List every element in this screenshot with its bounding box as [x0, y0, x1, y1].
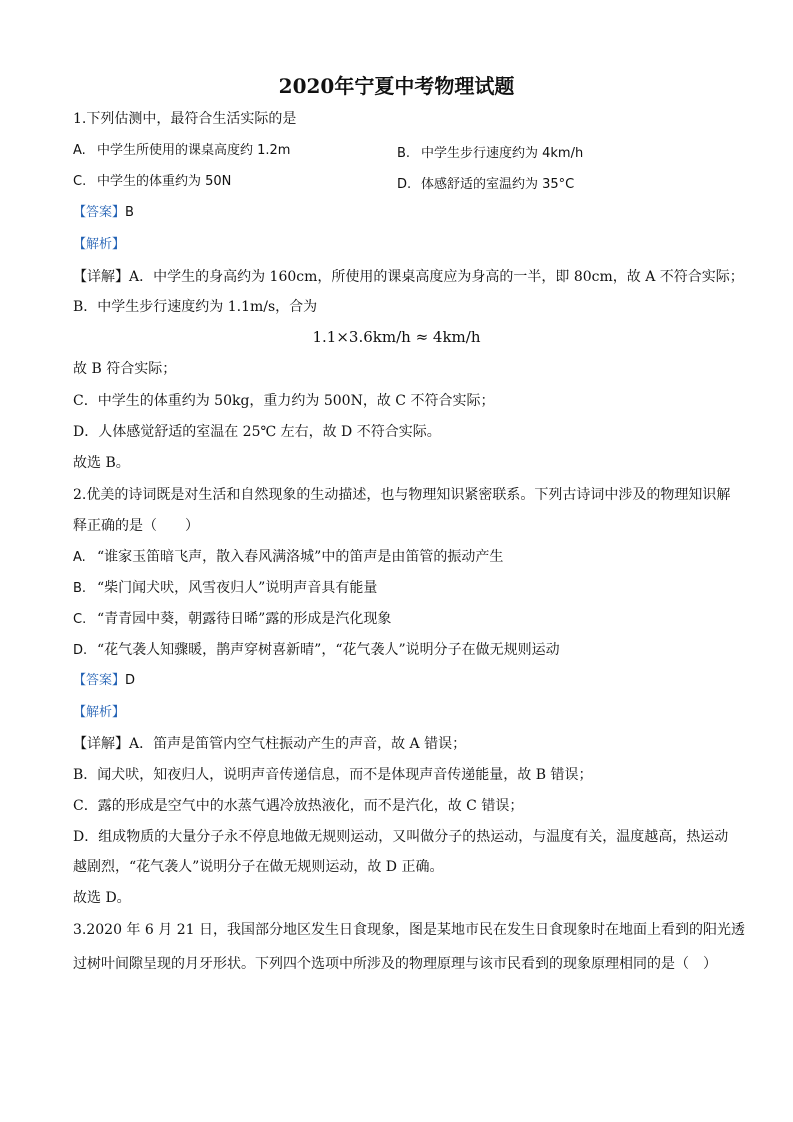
answer-value: B — [125, 205, 134, 220]
q1-analysis-tag: 【解析】 — [73, 237, 126, 252]
q1-option-c — [73, 173, 231, 191]
q2-detail-line-3: C．露的形成是空气中的水蒸气遇冷放热液化，而不是汽化，故 C 错误； — [73, 798, 524, 814]
q1-option-a — [73, 142, 290, 160]
detail-tag: 【详解】 — [73, 736, 129, 752]
q1-option-d — [397, 173, 574, 192]
q2-answer — [73, 672, 135, 690]
option-letter: A. — [73, 143, 86, 158]
q2-stem-line-2: 释正确的是（ ） — [73, 518, 199, 534]
q2-analysis-tag: 【解析】 — [73, 705, 126, 720]
detail-text: A．笛声是笛管内空气柱振动产生的声音，故 A 错误； — [129, 736, 467, 752]
option-letter: B. — [397, 146, 411, 161]
option-text: 体感舒适的室温约为 35°C — [421, 177, 575, 192]
q1-detail-line-1 — [73, 268, 744, 286]
q3-stem-line-1: 3.2020 年 6 月 21 日，我国部分地区发生日食现象，图是某地市民在发生日食现象时在地面上看到的阳光透 — [73, 922, 745, 938]
q2-stem-line-1: 2.优美的诗词既是对生活和自然现象的生动描述，也与物理知识紧密联系。下列古诗词中涉及的物理知识解 — [73, 487, 731, 503]
answer-tag: 【答案】 — [73, 205, 126, 220]
detail-tag: 【详解】 — [73, 269, 129, 285]
option-letter: D. — [73, 643, 88, 658]
q2-option-b — [73, 579, 377, 598]
q1-detail-line-6: 故选 B。 — [73, 455, 130, 471]
option-letter: C. — [73, 612, 87, 627]
q1-stem: 1.下列估测中，最符合生活实际的是 — [73, 111, 297, 127]
option-letter: A. — [73, 550, 86, 565]
detail-text: A．中学生的身高约为 160cm，所使用的课桌高度应为身高的一半，即 80cm，故 A 不符合实际； — [129, 269, 744, 285]
option-text: 中学生所使用的课桌高度约 1.2m — [97, 143, 291, 158]
q1-answer — [73, 204, 134, 222]
q1-formula: 1.1×3.6km/h ≈ 4km/h — [312, 328, 481, 346]
q1-detail-line-2: B．中学生步行速度约为 1.1m/s，合为 — [73, 299, 318, 315]
q2-option-d — [73, 641, 560, 660]
option-text: “谁家玉笛暗飞声，散入春风满洛城”中的笛声是由笛管的振动产生 — [97, 549, 504, 565]
option-text: “柴门闻犬吠，风雪夜归人”说明声音具有能量 — [97, 580, 378, 596]
q1-option-b — [397, 142, 583, 161]
q1-detail-line-4: C．中学生的体重约为 50kg，重力约为 500N，故 C 不符合实际； — [73, 393, 495, 409]
q2-option-c — [73, 610, 391, 629]
option-text: 中学生的体重约为 50N — [97, 174, 232, 189]
option-letter: C. — [73, 174, 87, 189]
q2-detail-line-5: 越剧烈，“花气袭人”说明分子在做无规则运动，故 D 正确。 — [73, 859, 444, 875]
option-letter: D. — [397, 177, 412, 192]
q2-detail-line-4: D．组成物质的大量分子永不停息地做无规则运动，又叫做分子的热运动，与温度有关，温度越高，热运动 — [73, 829, 729, 845]
q3-stem-line-2: 过树叶间隙呈现的月牙形状。下列四个选项中所涉及的物理原理与该市民看到的现象原理相同的是（ ） — [73, 956, 717, 972]
q2-detail-line-1 — [73, 735, 466, 753]
q2-option-a — [73, 548, 503, 567]
option-text: “青青园中葵，朝露待日晞”露的形成是汽化现象 — [97, 611, 392, 627]
option-letter: B. — [73, 581, 87, 596]
q1-detail-line-5: D．人体感觉舒适的室温在 25℃ 左右，故 D 不符合实际。 — [73, 424, 441, 440]
q1-detail-line-3: 故 B 符合实际； — [73, 361, 177, 377]
option-text: 中学生步行速度约为 4km/h — [421, 146, 584, 161]
answer-value: D — [125, 673, 136, 688]
option-text: “花气袭人知骤暖，鹊声穿树喜新晴”，“花气袭人”说明分子在做无规则运动 — [97, 642, 560, 658]
page-title: 2020年宁夏中考物理试题 — [278, 74, 515, 98]
q2-detail-line-2: B．闻犬吠，知夜归人，说明声音传递信息，而不是体现声音传递能量，故 B 错误； — [73, 767, 593, 783]
answer-tag: 【答案】 — [73, 673, 126, 688]
q2-detail-line-6: 故选 D。 — [73, 890, 131, 906]
